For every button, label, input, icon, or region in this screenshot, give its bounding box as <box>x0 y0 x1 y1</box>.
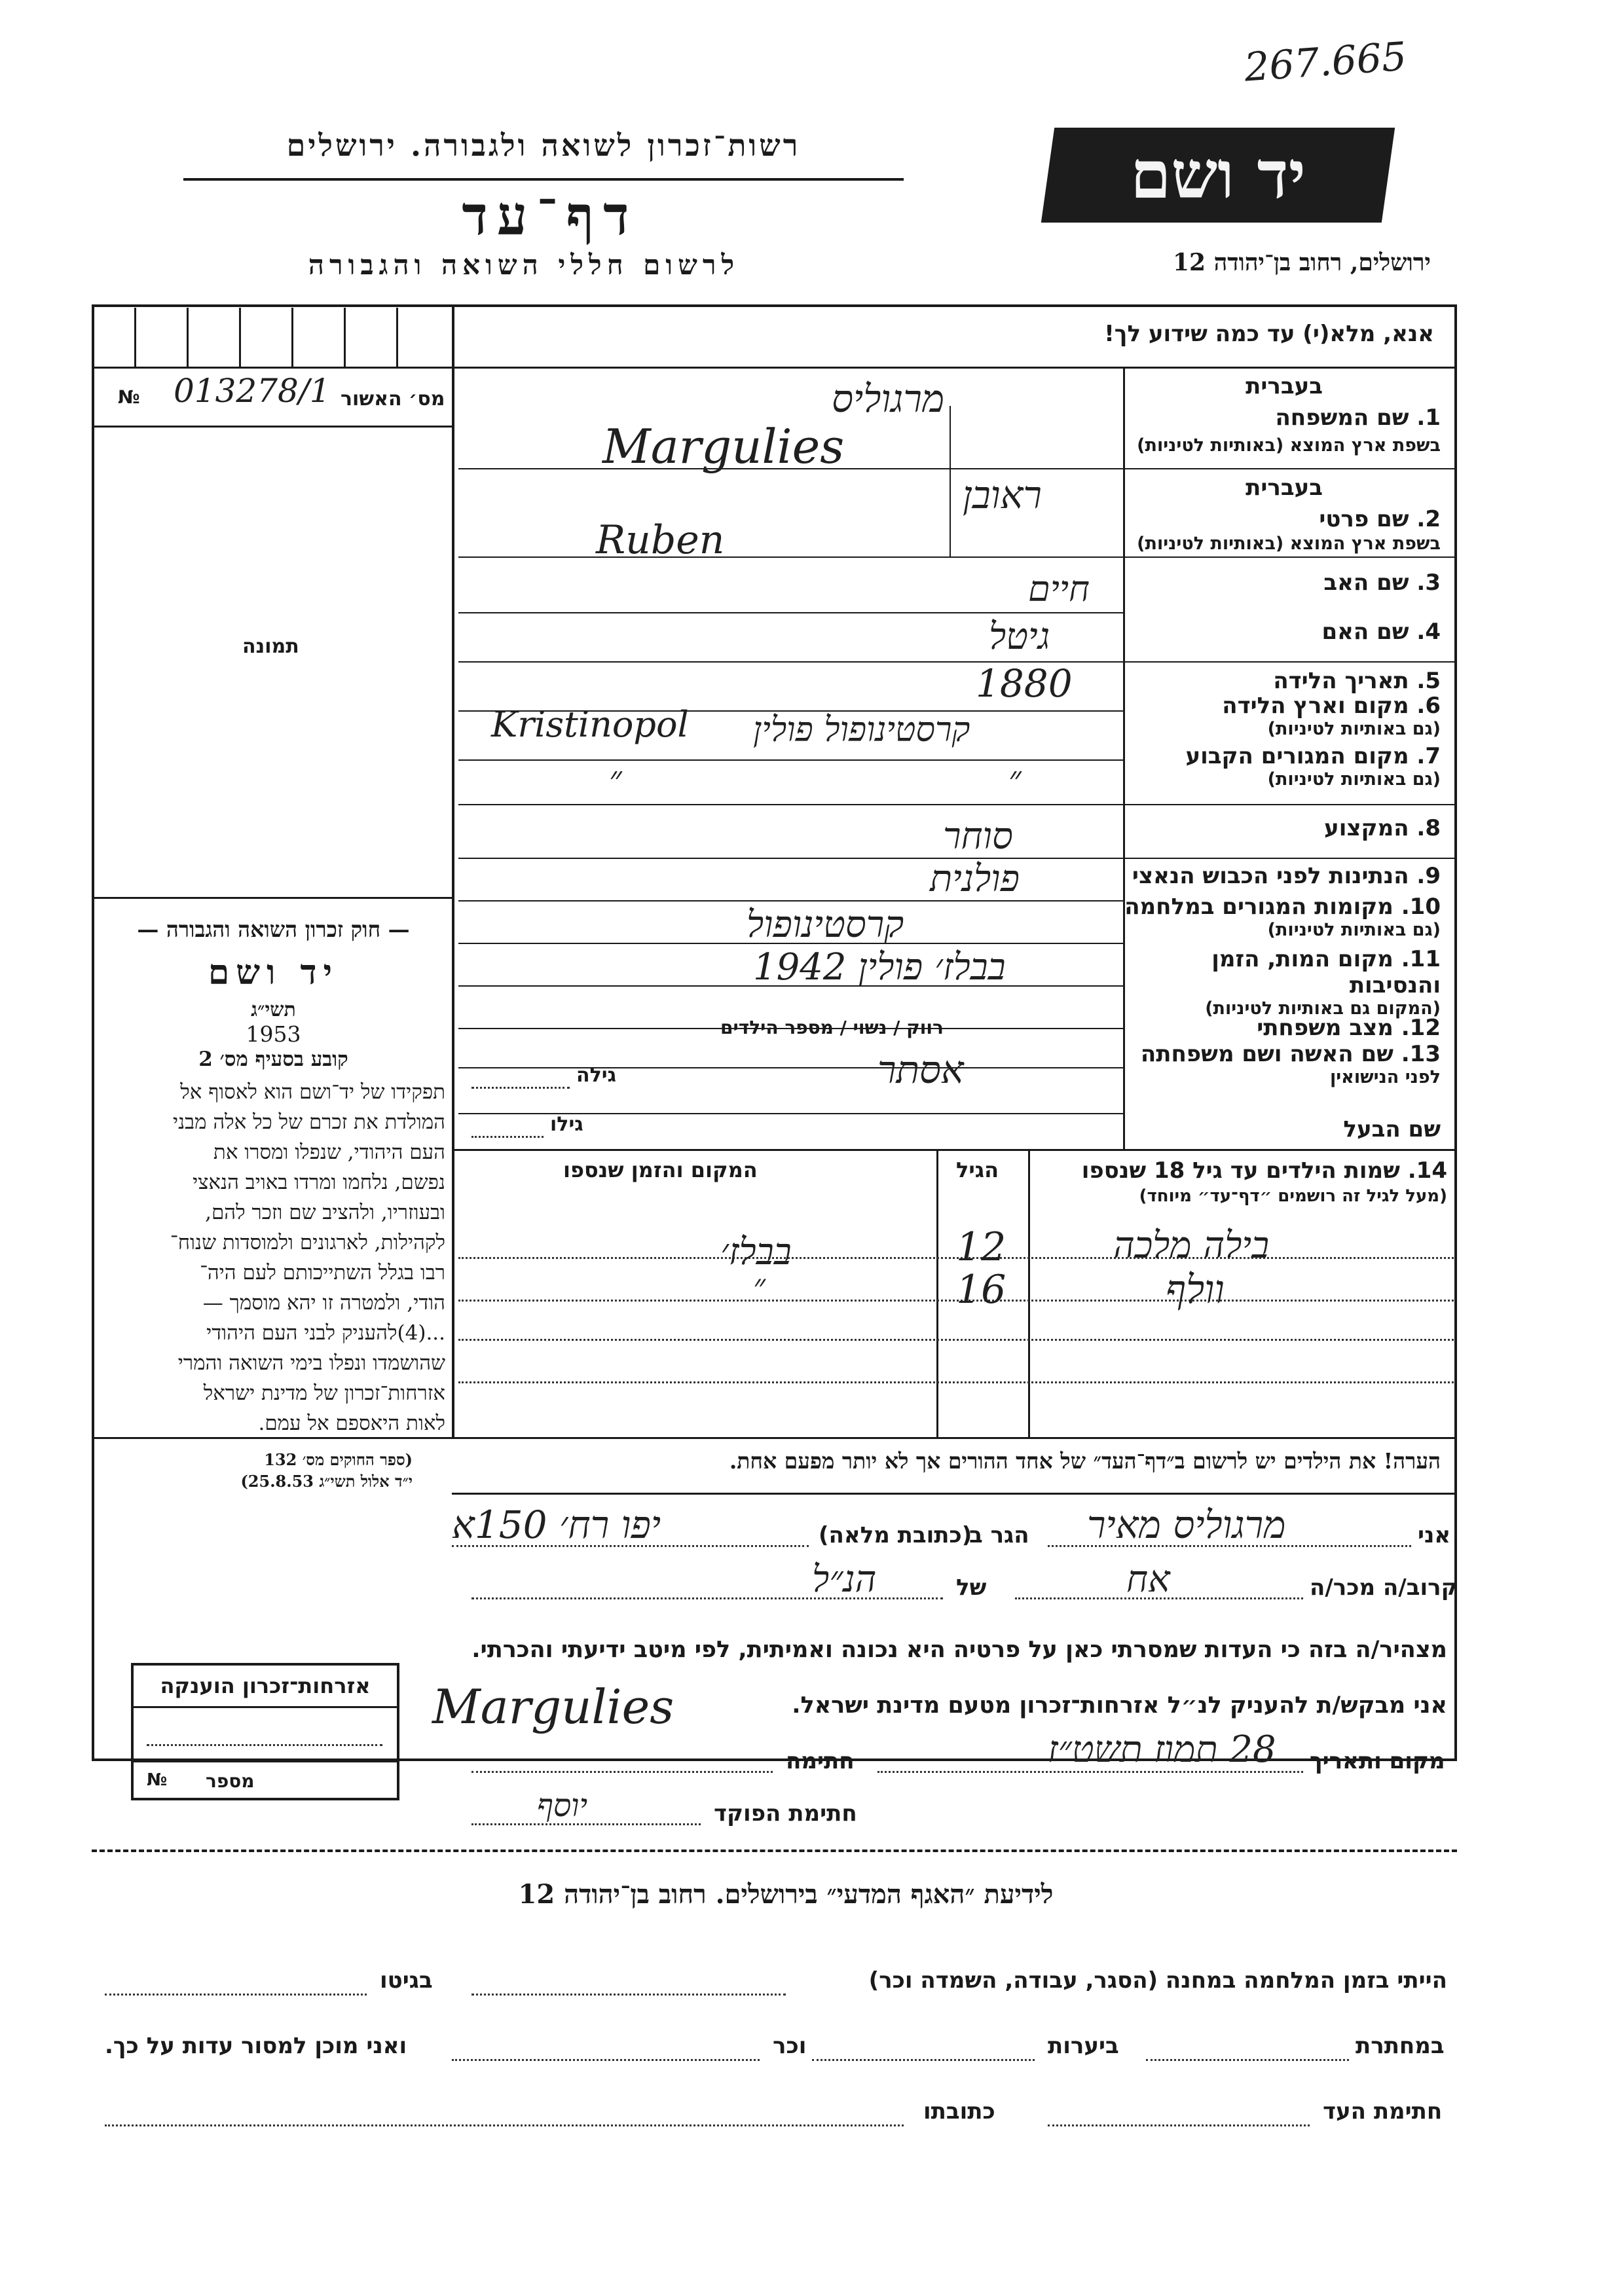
registration-no-symbol: № <box>118 386 140 408</box>
field-label: 11. מקום המות, הזמן והנסיבות <box>1211 946 1441 998</box>
footer-line2-c: וכר <box>773 2033 807 2059</box>
field-sub: בשפת ארץ המוצא (באותיות לטיניות) <box>1137 534 1441 554</box>
law-line: שהושמדו ונפלו בימי השואה והמרי <box>177 1351 445 1375</box>
husband-age-line <box>471 1136 544 1138</box>
field-9: 9. הנתינות לפני הכבוש הנאצי <box>1132 863 1441 889</box>
left-column-divider <box>452 304 454 1437</box>
law-body <box>98 1077 445 1438</box>
child-name: בילה מלכה <box>1113 1224 1270 1267</box>
children-col-divider <box>936 1149 938 1437</box>
field-3: 3. שם האב <box>1323 570 1441 596</box>
left-col-bottom <box>92 1437 455 1439</box>
row-divider <box>1123 661 1457 663</box>
footer-heading: לידיעת ״האגף המדעי״ בירושלים. רחוב בן־יהודה 12 <box>518 1879 1054 1910</box>
answer-line <box>458 1067 1123 1068</box>
request-text: אני מבקש/ת להעניק לנ״ל אזרחות־זכרון מטעם מדינת ישראל. <box>792 1692 1447 1719</box>
law-name: יד ושם <box>208 953 339 993</box>
wife-age-label: גילה <box>576 1064 616 1087</box>
row-divider <box>1123 804 1457 805</box>
field-label: 7. מקום המגורים הקבוע <box>1185 743 1441 769</box>
registration-value: 013278/1 <box>174 372 331 410</box>
law-clause: קובע בסעיף מס׳ 2 <box>198 1048 348 1071</box>
marital-options: רווק / נשוי / מספר הילדים <box>720 1017 944 1038</box>
answer-line <box>458 612 1123 613</box>
field-sub: בשפת ארץ המוצא (באותיות לטיניות) <box>1137 435 1441 456</box>
row-divider <box>1123 556 1457 558</box>
answer-death: בבלז׳ פולין 1942 <box>753 946 1006 989</box>
law-line: רבו בגלל השתייכותם לעם היה־ <box>199 1261 445 1285</box>
field-label: 13. שם האשה ושם משפחתה <box>1140 1041 1441 1067</box>
wife-age-line <box>471 1087 570 1089</box>
child-name: וולף <box>1166 1267 1225 1313</box>
field-12: 12. מצב משפחתי <box>1257 1015 1441 1041</box>
answer-first-latin: Ruben <box>596 517 725 563</box>
footer-line2-b: ביערות <box>1048 2033 1119 2059</box>
org-name: רשות־זכרון לשואה ולגבורה. ירושלים <box>286 128 801 163</box>
note-text: הערה! את הילדים יש לרשום ב״דף־העד״ של אחד ההורים אך לא יותר מפעם אחת. <box>729 1448 1441 1474</box>
footer-line2-a: במחתרת <box>1356 2033 1445 2059</box>
field-8: 8. המקצוע <box>1324 815 1441 841</box>
child-age: 16 <box>956 1267 1006 1313</box>
children-subheading: (מעל לגיל זה רושמים ״דף־עד״ מיוחד) <box>1139 1186 1447 1206</box>
footer-line2-dots2 <box>812 2059 1035 2061</box>
field-sub: לפני הנישואין <box>1329 1067 1441 1087</box>
law-line: לקהילות, לארגונים ולמוסדות שנוח־ <box>170 1231 445 1254</box>
name-row-split <box>950 406 951 556</box>
of-label: של <box>956 1575 987 1601</box>
answer-line <box>458 759 1123 761</box>
law-line: העם היהודי, שנפלו ומסרו את <box>213 1140 445 1164</box>
children-col-divider <box>1028 1149 1030 1437</box>
signature-line <box>471 1771 773 1773</box>
answer-nationality: פולנית <box>930 858 1020 900</box>
law-source-1: (ספר החוקים מס׳ 132 <box>264 1450 413 1469</box>
law-line: הודי, ולמטרה זו יהא מוסמך — <box>202 1291 445 1315</box>
law-line: תפקידו של יד־ושם הוא לאסוף אל <box>180 1080 445 1104</box>
child-age: 12 <box>956 1224 1006 1270</box>
answer-surname-latin: Margulies <box>602 419 845 474</box>
footer-line3-dots <box>1048 2124 1310 2126</box>
citizenship-box <box>131 1663 399 1800</box>
relation-value: אח <box>1126 1558 1170 1601</box>
law-year: 1953 <box>246 1021 301 1047</box>
child-row <box>1166 1267 1225 1313</box>
form-title: דף־עד <box>462 185 638 247</box>
answer-birth-place-hebrew: קרסטינופול פולין <box>753 710 970 750</box>
photo-label: תמונה <box>242 635 299 658</box>
signature-label: חתימה <box>786 1748 855 1774</box>
footer-line1-dots2 <box>105 1994 367 1995</box>
children-col-place: המקום והזמן שנספו <box>563 1157 758 1182</box>
field-sub: (גם באותיות לטיניות) <box>1267 920 1441 940</box>
field-sub: (גם באותיות לטיניות) <box>1267 769 1441 790</box>
declarant-name-line <box>1048 1545 1411 1547</box>
relation-line <box>1015 1597 1303 1599</box>
answer-father: חיים <box>1028 568 1090 610</box>
archive-number: 267.665 <box>1242 33 1409 91</box>
logo-text: יד ושם <box>1130 136 1306 213</box>
field-4: 4. שם האם <box>1321 619 1441 645</box>
declarant-ani: אני <box>1418 1522 1451 1548</box>
relation-label: קרוב/ה מכר/ה <box>1310 1575 1458 1601</box>
intro-row-divider <box>452 367 1457 369</box>
law-heading: — חוק זכרון השואה והגבורה — <box>137 917 410 942</box>
footer-line3-a: חתימת העד <box>1323 2098 1443 2124</box>
field-label: 1. שם המשפחה <box>1275 405 1441 431</box>
field-label: 6. מקום וארץ הלידה <box>1222 693 1441 719</box>
citizenship-no: № <box>147 1770 168 1790</box>
address-label: (כתובת מלאה) <box>819 1522 972 1548</box>
row-divider <box>1123 468 1457 469</box>
answer-line <box>458 556 1123 558</box>
law-year-heb: תשי״ג <box>251 998 296 1021</box>
section-divider <box>452 1149 1457 1151</box>
footer-line3-dots2 <box>105 2124 904 2126</box>
citizenship-title: אזרחות־זכרון הוענקה <box>160 1673 371 1698</box>
field-5: 5. תאריך הלידה <box>1273 668 1441 694</box>
footer-line2-dots <box>1146 2059 1349 2061</box>
declarant-signature: Margulies <box>432 1679 674 1734</box>
answer-first-hebrew: ראובן <box>963 473 1042 517</box>
husband-age-label: גילו <box>550 1113 583 1136</box>
declarant-address-line <box>452 1545 809 1547</box>
children-col-age: הגיל <box>956 1157 999 1182</box>
footer-line3-b: כתובתו <box>923 2098 995 2124</box>
law-line: אזרחות־זכרון של מדינת ישראל <box>203 1381 445 1405</box>
law-line: לאות היאספם אל עמם. <box>258 1412 445 1435</box>
field-7 <box>1120 743 1441 790</box>
declaration-text: מצהיר/ה בזה כי העדות שמסרתי כאן על פרטיה היא נכונה ואמיתית, לפי מיטב ידיעתי והכרתי. <box>471 1637 1447 1663</box>
law-source-2: י״ד אלול תשי״ג 25.8.53) <box>240 1472 413 1491</box>
children-row-line <box>458 1381 1454 1383</box>
place-date-value: 28 תמוז תשט״ז <box>1048 1728 1276 1771</box>
yad-vashem-logo <box>1041 128 1395 223</box>
answer-surname-hebrew: מרגוליס <box>832 376 945 421</box>
note-bottom <box>452 1493 1457 1495</box>
answer-residence-ditto: ״ <box>1008 759 1022 799</box>
field-sub: (גם באותיות לטיניות) <box>1267 719 1441 739</box>
field-sub: (המקום גם באותיות לטיניות) <box>1205 998 1441 1019</box>
field-label: 10. מקומות המגורים במלחמה <box>1124 894 1441 920</box>
footer-line2-dots3 <box>452 2059 760 2061</box>
tag-hebrew: בעברית <box>1246 373 1323 399</box>
footer-line1-b: בגיטו <box>380 1967 433 1994</box>
husband-label: שם הבעל <box>1343 1116 1441 1142</box>
law-line: המולדת את זכרם של כל אלה מבני <box>172 1110 445 1134</box>
field-10 <box>1120 894 1441 940</box>
answer-profession: סוחר <box>943 815 1013 858</box>
field-11 <box>1120 946 1441 1019</box>
answer-residence-ditto: ״ <box>609 759 622 799</box>
place-date-label: מקום ותאריך <box>1310 1748 1445 1774</box>
child-row <box>1113 1224 1269 1267</box>
answer-birth-place-latin: Kristinopol <box>491 704 689 745</box>
official-line <box>471 1823 701 1825</box>
children-bottom <box>452 1437 1457 1439</box>
footer-line1-dots <box>471 1994 786 1995</box>
footer-line2-d: ואני מוכן למסור עדות על כך. <box>105 2033 407 2059</box>
official-label: חתימת הפוקד <box>714 1800 857 1827</box>
law-line: ובעוזריו, ולהציב שם וזכר להם, <box>205 1201 445 1224</box>
registration-row-divider <box>92 367 452 369</box>
law-line: ...(4)להעניק לבני העם היהודי <box>206 1321 445 1345</box>
child-place: בבלז׳ <box>720 1231 792 1273</box>
relation-of-value: הנ״ל <box>812 1558 877 1601</box>
children-row-line <box>458 1339 1454 1341</box>
law-line: נפשם, נלחמו ומרדו באויב הנאצי <box>193 1171 445 1194</box>
relation-of-line <box>471 1597 943 1599</box>
official-signature: יוסף <box>537 1787 588 1824</box>
answer-birth-date: 1880 <box>976 661 1073 706</box>
answer-wife: אסתר <box>877 1048 964 1092</box>
answer-line <box>458 804 1123 805</box>
form-subtitle: לרשום חללי השואה והגבורה <box>308 249 740 281</box>
registration-bottom <box>92 426 452 428</box>
children-heading: 14. שמות הילדים עד גיל 18 שנספו <box>1081 1157 1447 1184</box>
place-date-line <box>877 1771 1303 1773</box>
field-label: 2. שם פרטי <box>1319 506 1441 532</box>
photo-bottom <box>92 897 452 899</box>
answer-line <box>458 858 1123 859</box>
header-underline <box>183 178 904 181</box>
declarant-name: מרגוליס מאיר <box>1087 1503 1286 1547</box>
answer-wartime-place: קרסטינופול <box>747 903 904 946</box>
row-divider <box>1123 858 1457 859</box>
tag-hebrew: בעברית <box>1246 475 1323 501</box>
child-place: ״ <box>753 1267 766 1305</box>
registration-label: מס׳ האשור <box>341 388 445 410</box>
field-6 <box>1120 693 1441 739</box>
declarant-address: יפו רח׳ 150א <box>452 1503 661 1547</box>
field-13 <box>1120 1041 1441 1087</box>
registration-boxes <box>95 308 452 367</box>
answer-mother: גיטל <box>989 615 1050 658</box>
resides-label: הגר ב <box>969 1522 1029 1548</box>
citizenship-number-label: מספר <box>206 1770 255 1792</box>
intro-text: אנא, מלא(י) עד כמה שידוע לך! <box>1104 321 1434 347</box>
logo-address: ירושלים, רחוב בן־יהודה 12 <box>1172 249 1431 276</box>
footer-line1-a: הייתי בזמן המלחמה במחנה (הסגר, עבודה, השמדה וכר) <box>868 1967 1447 1994</box>
answer-line <box>458 900 1123 902</box>
